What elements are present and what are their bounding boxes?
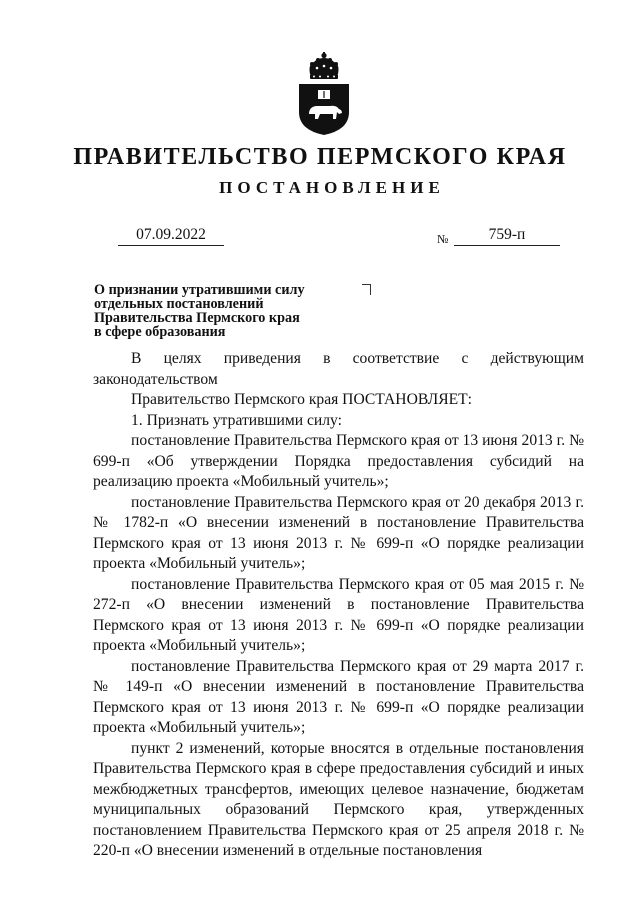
- government-title: ПРАВИТЕЛЬСТВО ПЕРМСКОГО КРАЯ: [73, 144, 567, 170]
- perm-krai-emblem-icon: [296, 52, 352, 136]
- body-paragraph: Правительство Пермского края ПОСТАНОВЛЯЕТ:: [131, 391, 472, 408]
- document-date: 07.09.2022: [118, 226, 224, 246]
- subject-line: Правительства Пермского края: [94, 310, 300, 326]
- subject-corner-mark: [362, 284, 371, 295]
- body-paragraph: постановление Правительства Пермского края от 13 июня 2013 г. № 699-п «Об утверждении Порядка предоставления субсидий на реализацию проекта «Мобильный учитель»;: [93, 432, 584, 490]
- document-number: 759-п: [454, 226, 560, 246]
- body-paragraph: В целях приведения в соответствие с действующим законодательством: [93, 350, 584, 388]
- document-subject: [94, 283, 364, 339]
- number-label: №: [437, 232, 449, 246]
- body-paragraph: 1. Признать утратившими силу:: [131, 411, 342, 429]
- body-paragraph: постановление Правительства Пермского края от 20 декабря 2013 г. № 1782-п «О внесении изменений в постановление Правительства Пермского края от 13 июня 2013 г. № 699-п «О порядке реализации проекта «Мобильный учитель»;: [93, 493, 584, 572]
- subject-line: в сфере образования: [94, 324, 226, 340]
- subject-line: О признании утратившими силу: [94, 282, 305, 298]
- document-type: ПОСТАНОВЛЕНИЕ: [219, 178, 445, 197]
- body-paragraph: постановление Правительства Пермского края от 05 мая 2015 г. № 272-п «О внесении изменений в постановление Правительства Пермского края от 13 июня 2013 г. № 699-п «О порядке реализации проекта «Мобильный учитель»;: [93, 575, 584, 654]
- document-body: [93, 349, 584, 862]
- body-paragraph: пункт 2 изменений, которые вносятся в отдельные постановления Правительства Пермского края в сфере предоставления субсидий и иных межбюджетных трансфертов, имеющих целевое назначение, бюджетам муниципальных образований Пермского края, утвержденных постановлением Правительства Пермского края от 25 апреля 2018 г. № 220-п «О внесении изменений в отдельные постановления: [93, 739, 584, 859]
- subject-line: отдельных постановлений: [94, 296, 264, 312]
- body-paragraph: постановление Правительства Пермского края от 29 марта 2017 г. № 149-п «О внесении изменений в постановление Правительства Пермского края от 13 июня 2013 г. № 699-п «О порядке реализации проекта «Мобильный учитель»;: [93, 657, 584, 736]
